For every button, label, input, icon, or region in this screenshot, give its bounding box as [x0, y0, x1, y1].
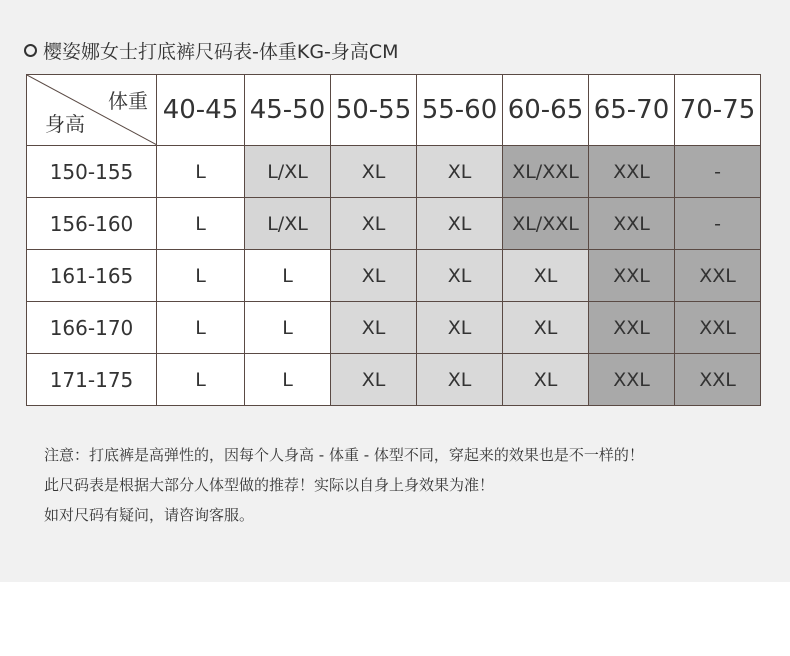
- table-row: [27, 354, 761, 406]
- note-line: 此尺码表是根据大部分人体型做的推荐！实际以自身上身效果为准！: [44, 476, 495, 494]
- weight-header: 40-45: [157, 75, 245, 146]
- table-row: [27, 302, 761, 354]
- weight-header: 70-75: [675, 75, 761, 146]
- chart-title: [24, 36, 399, 64]
- size-cell: XXL: [589, 302, 675, 354]
- note-line: 如对尺码有疑问，请咨询客服。: [44, 506, 255, 524]
- size-cell: XL: [503, 250, 589, 302]
- size-cell: XL: [417, 146, 503, 198]
- height-cell: 161-165: [27, 250, 157, 302]
- size-cell: L: [245, 354, 331, 406]
- size-cell: L: [157, 198, 245, 250]
- notes-block: [44, 440, 644, 530]
- weight-header: 55-60: [417, 75, 503, 146]
- note-line: 注意：打底裤是高弹性的，因每个人身高 - 体重 - 体型不同，穿起来的效果也是不一样的！: [44, 446, 644, 464]
- size-cell: XL: [417, 354, 503, 406]
- size-cell: XXL: [589, 198, 675, 250]
- size-cell: L: [157, 250, 245, 302]
- size-cell: XL: [417, 250, 503, 302]
- size-cell: L: [245, 250, 331, 302]
- table-row: [27, 198, 761, 250]
- size-cell: L: [245, 302, 331, 354]
- size-cell: XL: [331, 354, 417, 406]
- size-cell: XL/XXL: [503, 198, 589, 250]
- table-row: [27, 146, 761, 198]
- table-header-row: [27, 75, 761, 146]
- size-cell: XXL: [589, 146, 675, 198]
- height-cell: 171-175: [27, 354, 157, 406]
- size-cell: XL: [417, 302, 503, 354]
- size-cell: XL: [331, 198, 417, 250]
- size-cell: -: [675, 146, 761, 198]
- size-cell: L: [157, 146, 245, 198]
- weight-header: 65-70: [589, 75, 675, 146]
- corner-header-cell: [27, 75, 157, 146]
- height-cell: 156-160: [27, 198, 157, 250]
- size-cell: XXL: [589, 250, 675, 302]
- size-cell: XXL: [675, 354, 761, 406]
- size-cell: XXL: [589, 354, 675, 406]
- height-cell: 150-155: [27, 146, 157, 198]
- size-cell: XXL: [675, 250, 761, 302]
- size-cell: XL: [331, 250, 417, 302]
- weight-header: 50-55: [331, 75, 417, 146]
- size-cell: L/XL: [245, 146, 331, 198]
- table-row: [27, 250, 761, 302]
- size-cell: L: [157, 354, 245, 406]
- weight-header: 45-50: [245, 75, 331, 146]
- height-cell: 166-170: [27, 302, 157, 354]
- size-cell: XXL: [675, 302, 761, 354]
- size-cell: XL/XXL: [503, 146, 589, 198]
- circle-bullet-icon: [24, 44, 37, 57]
- corner-weight-label: 体重: [108, 89, 148, 113]
- size-cell: XL: [503, 354, 589, 406]
- size-cell: XL: [331, 146, 417, 198]
- corner-height-label: 身高: [45, 112, 85, 136]
- size-cell: L/XL: [245, 198, 331, 250]
- weight-header: 60-65: [503, 75, 589, 146]
- size-cell: XL: [331, 302, 417, 354]
- size-cell: XL: [503, 302, 589, 354]
- size-cell: -: [675, 198, 761, 250]
- chart-title-text: 樱姿娜女士打底裤尺码表-体重KG-身高CM: [43, 40, 399, 63]
- size-table: [26, 74, 761, 406]
- size-cell: L: [157, 302, 245, 354]
- size-cell: XL: [417, 198, 503, 250]
